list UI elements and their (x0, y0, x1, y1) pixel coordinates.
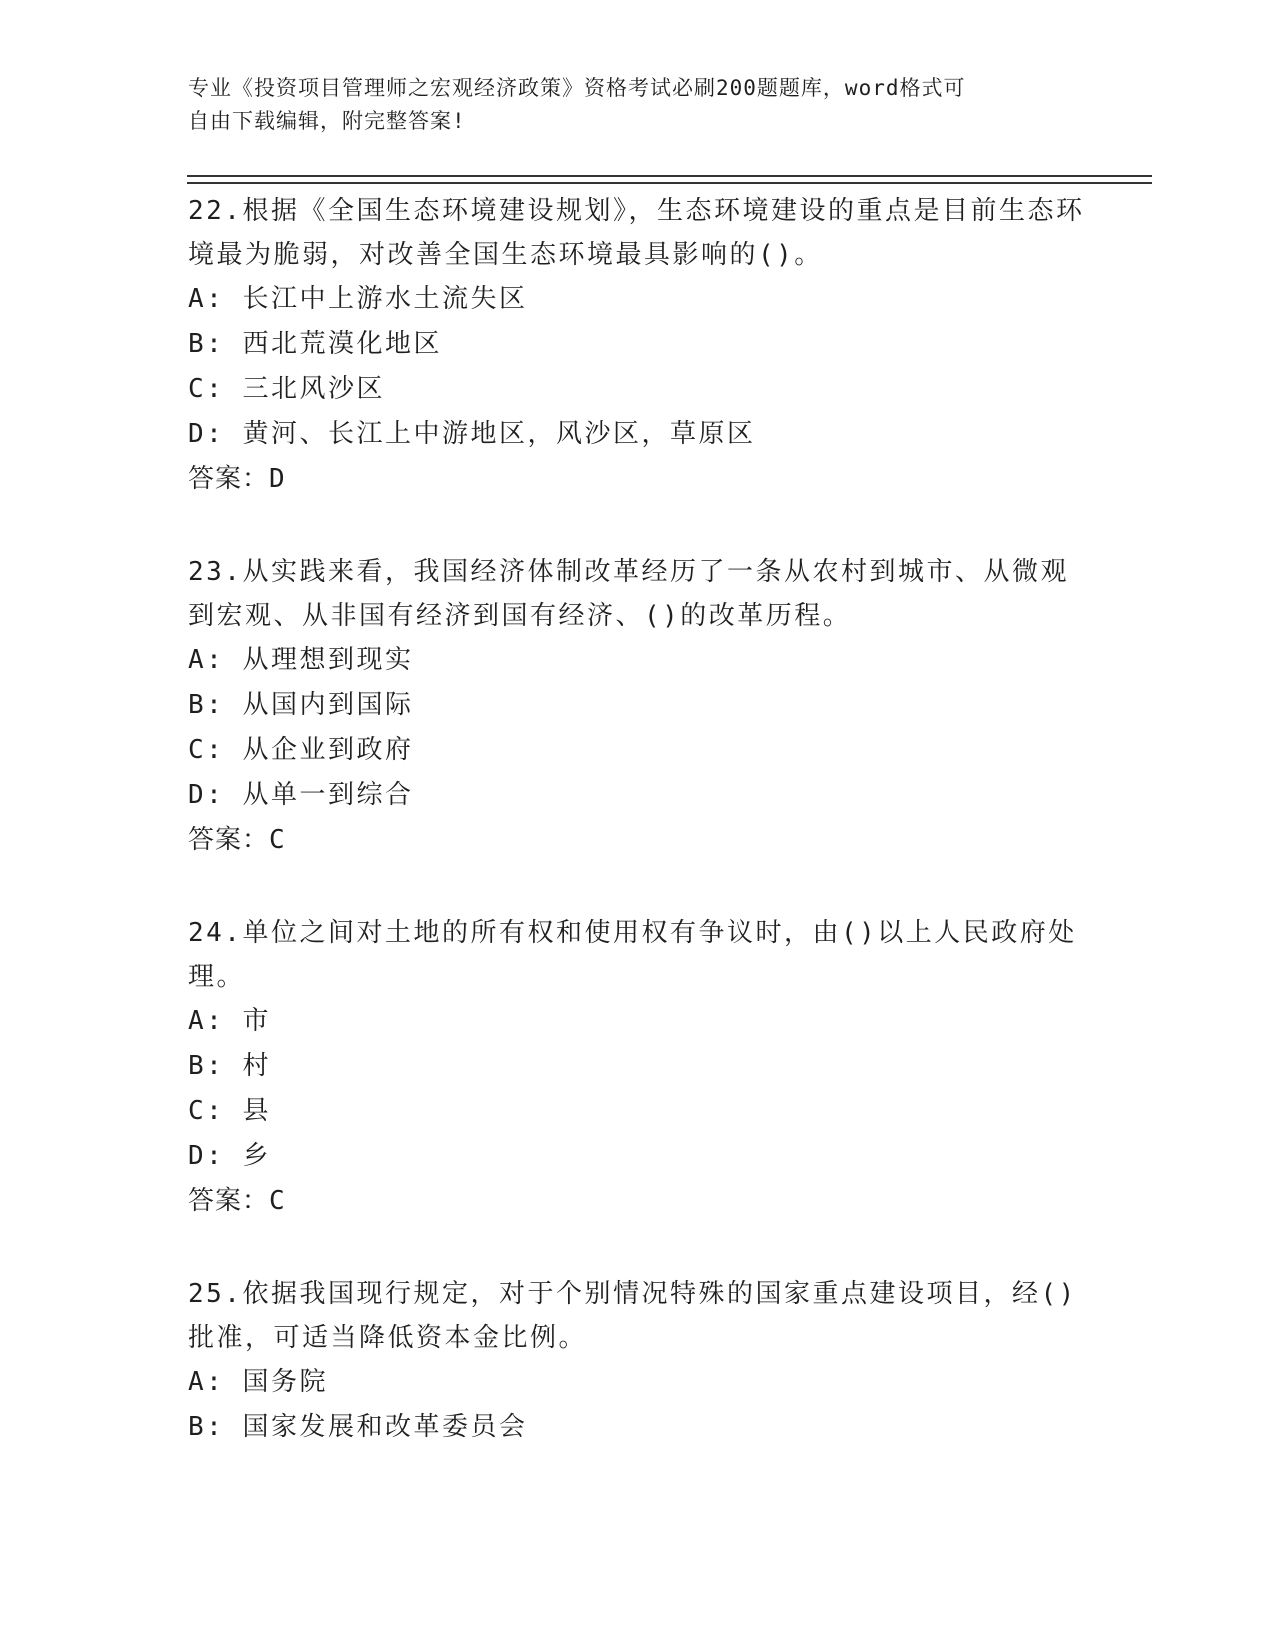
option-a: A: 国务院 (188, 1367, 328, 1397)
header-divider-bottom (187, 182, 1152, 184)
option-c: C: 从企业到政府 (188, 735, 414, 765)
option-a: A: 市 (188, 1006, 271, 1036)
question-23 (188, 550, 1088, 863)
header-line-1: 专业《投资项目管理师之宏观经济政策》资格考试必刷200题题库，word格式可 (188, 76, 966, 100)
option-a: A: 从理想到现实 (188, 645, 414, 675)
question-25 (188, 1272, 1088, 1450)
option-b: B: 村 (188, 1051, 271, 1081)
option-a: A: 长江中上游水土流失区 (188, 284, 528, 314)
option-c: C: 三北风沙区 (188, 374, 385, 404)
answer-label: 答案： (188, 1186, 270, 1216)
answer-line (188, 457, 1088, 502)
option-d: D: 从单一到综合 (188, 780, 414, 810)
header-divider-top (187, 175, 1152, 177)
option-c: C: 县 (188, 1096, 271, 1126)
option-d: D: 乡 (188, 1141, 271, 1171)
answer-value: D (269, 464, 286, 494)
question-24 (188, 911, 1088, 1224)
question-stem: 24.单位之间对土地的所有权和使用权有争议时，由()以上人民政府处理。 (188, 918, 1077, 992)
question-stem: 25.依据我国现行规定，对于个别情况特殊的国家重点建设项目，经()批准，可适当降低资本金比例。 (188, 1279, 1077, 1353)
question-stem: 23.从实践来看，我国经济体制改革经历了一条从农村到城市、从微观到宏观、从非国有经济到国有经济、()的改革历程。 (188, 557, 1069, 631)
answer-label: 答案： (188, 825, 270, 855)
option-b: B: 西北荒漠化地区 (188, 329, 442, 359)
document-header (188, 72, 1088, 138)
header-line-2: 自由下载编辑，附完整答案! (188, 109, 466, 133)
option-d: D: 黄河、长江上中游地区，风沙区，草原区 (188, 419, 756, 449)
option-b: B: 国家发展和改革委员会 (188, 1412, 528, 1442)
option-b: B: 从国内到国际 (188, 690, 414, 720)
question-list (188, 189, 1088, 1498)
answer-value: C (269, 825, 286, 855)
answer-line (188, 818, 1088, 863)
answer-line (188, 1179, 1088, 1224)
question-stem: 22.根据《全国生态环境建设规划》，生态环境建设的重点是目前生态环境最为脆弱，对改善全国生态环境最具影响的()。 (188, 196, 1085, 270)
question-22 (188, 189, 1088, 502)
answer-label: 答案： (188, 464, 270, 494)
answer-value: C (269, 1186, 286, 1216)
